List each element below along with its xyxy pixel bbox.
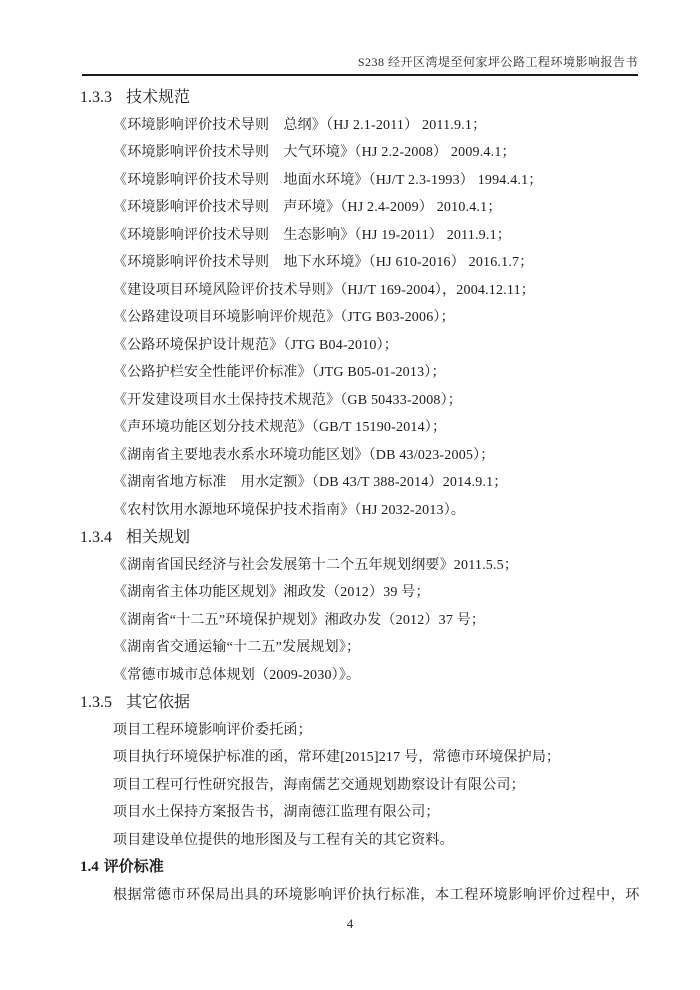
reference-item: 《环境影响评价技术导则 地下水环境》（HJ 610-2016） 2016.1.7； xyxy=(113,255,534,270)
section-title: 技术规范 xyxy=(126,89,191,106)
reference-item: 《湖南省主要地表水系水环境功能区划》（DB 43/023-2005）； xyxy=(113,447,495,463)
body-paragraph: 根据常德市环保局出具的环境影响评价执行标准，本工程环境影响评价过程中，环 xyxy=(113,887,640,903)
reference-item: 《环境影响评价技术导则 声环境》（HJ 2.4-2009） 2010.4.1； xyxy=(113,200,502,215)
section-heading-134 xyxy=(80,524,640,552)
page-header xyxy=(82,0,638,76)
plan-item: 《湖南省国民经济与社会发展第十二个五年规划纲要》2011.5.5； xyxy=(113,557,519,573)
section-number: 1.3.4 xyxy=(80,529,112,546)
reference-item: 《环境影响评价技术导则 大气环境》（HJ 2.2-2008） 2009.4.1； xyxy=(113,145,516,160)
section-heading-133 xyxy=(80,84,640,112)
report-title: S238 经开区湾堤至何家坪公路工程环境影响报告书 xyxy=(357,55,638,69)
reference-item: 《开发建设项目水土保持技术规范》（GB 50433-2008）； xyxy=(113,392,463,408)
section-heading-14 xyxy=(80,854,640,882)
section-number: 1.3.3 xyxy=(80,89,112,106)
section-heading-135 xyxy=(80,689,640,717)
reference-item: 《农村饮用水源地环境保护技术指南》（HJ 2032-2013）。 xyxy=(113,502,466,518)
reference-item: 《环境影响评价技术导则 总纲》（HJ 2.1-2011） 2011.9.1； xyxy=(113,117,487,133)
reference-item: 《环境影响评价技术导则 地面水环境》（HJ/T 2.3-1993） 1994.4.1； xyxy=(113,172,543,188)
page-number: 4 xyxy=(346,916,354,931)
page-content xyxy=(80,76,640,909)
plan-item: 《湖南省交通运输“十二五”发展规划》； xyxy=(113,640,361,655)
section-title: 其它依据 xyxy=(126,694,191,711)
reference-item: 《公路护栏安全性能评价标准》（JTG B05-01-2013）； xyxy=(113,365,446,380)
reference-item: 《声环境功能区划分技术规范》（GB/T 15190-2014）； xyxy=(113,420,447,435)
basis-item: 项目工程环境影响评价委托函； xyxy=(113,722,312,738)
plan-item: 《湖南省主体功能区规划》湘政发（2012）39 号； xyxy=(113,585,430,600)
basis-item: 项目执行环境保护标准的函，常环建[2015]217 号，常德市环境保护局； xyxy=(113,750,561,765)
reference-item: 《湖南省地方标准 用水定额》（DB 43/T 388-2014）2014.9.1； xyxy=(113,475,508,490)
basis-item: 项目水土保持方案报告书，湖南德江监理有限公司； xyxy=(113,805,440,820)
reference-item: 《公路建设项目环境影响评价规范》（JTG B03-2006）； xyxy=(113,310,455,325)
section-title: 相关规划 xyxy=(126,529,191,546)
reference-item: 《建设项目环境风险评价技术导则》（HJ/T 169-2004），2004.12.11； xyxy=(113,282,535,298)
reference-item: 《公路环境保护设计规范》（JTG B04-2010）； xyxy=(113,337,399,353)
basis-item: 项目工程可行性研究报告，海南儒艺交通规划勘察设计有限公司； xyxy=(113,777,525,793)
reference-item: 《环境影响评价技术导则 生态影响》（HJ 19-2011） 2011.9.1； xyxy=(113,227,511,243)
section-number: 1.4 xyxy=(80,859,99,875)
page-footer xyxy=(0,916,700,932)
section-number: 1.3.5 xyxy=(80,694,112,711)
section-title: 评价标准 xyxy=(103,859,164,875)
plan-item: 《湖南省“十二五”环境保护规划》湘政办发（2012）37 号； xyxy=(113,612,486,628)
plan-item: 《常德市城市总体规划（2009-2030）》。 xyxy=(113,667,361,683)
basis-item: 项目建设单位提供的地形图及与工程有关的其它资料。 xyxy=(113,832,454,848)
